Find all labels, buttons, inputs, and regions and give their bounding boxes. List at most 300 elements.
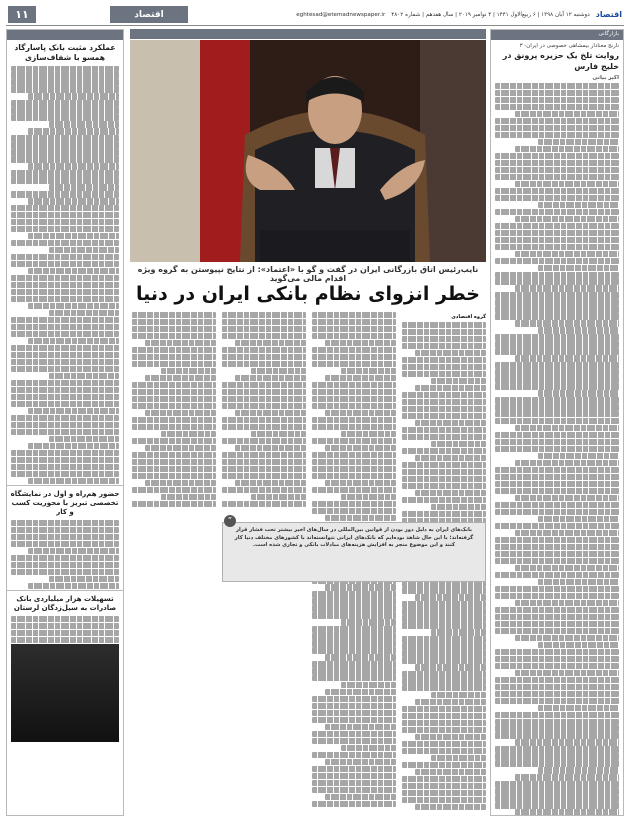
text-line (495, 258, 619, 264)
text-line (312, 326, 396, 332)
text-line (11, 415, 119, 421)
left-article-body-1 (7, 66, 123, 484)
text-line (235, 375, 306, 381)
text-line (495, 223, 619, 229)
text-line (312, 773, 396, 779)
text-line (495, 572, 619, 578)
text-line (11, 331, 119, 337)
text-line (132, 452, 216, 458)
text-line (515, 285, 619, 291)
text-line (11, 352, 119, 358)
text-line (495, 369, 619, 375)
text-line (222, 438, 306, 444)
text-line (495, 691, 619, 697)
masthead-meta (193, 6, 622, 23)
text-line (515, 530, 619, 536)
text-line (11, 387, 119, 393)
interviewee-photo-illustration (130, 40, 486, 262)
text-line (402, 434, 486, 440)
text-line (402, 657, 486, 663)
text-line (515, 600, 619, 606)
text-line (312, 438, 396, 444)
text-line (49, 247, 119, 253)
text-line (11, 366, 119, 372)
text-line (11, 170, 119, 176)
text-line (11, 317, 119, 323)
text-line (495, 306, 619, 312)
text-line (132, 487, 216, 493)
text-line (495, 698, 619, 704)
text-line (312, 361, 396, 367)
text-line (515, 425, 619, 431)
left-section-tag (7, 30, 123, 40)
text-line (495, 195, 619, 201)
text-line (495, 621, 619, 627)
text-line (402, 713, 486, 719)
text-line (11, 86, 119, 92)
highlight-box-text: بانک‌های ایران به دلیل دور بودن از قوانین بین‌المللی در سال‌های اخیر بیشتر تحت فشار قرار گرفته‌اند؛ با این حال شاهد بوده‌ایم که بانک‌های ایرانی نتوانسته‌اند با کشورهای مختلف دنیا کار کنند و این موضوع منجر به افزایش هزینه‌های مبادلات بانکی و تجاری شده است. (234, 527, 474, 549)
text-line (11, 114, 119, 120)
text-line (495, 586, 619, 592)
text-line (11, 254, 119, 260)
text-line (538, 265, 619, 271)
text-line (402, 615, 486, 621)
text-line (222, 347, 306, 353)
left-column-news (6, 29, 124, 816)
text-line (402, 587, 486, 593)
text-line (495, 174, 619, 180)
left-portrait-photo (11, 644, 119, 742)
right-article-author: اکبر بیاتی (592, 74, 619, 81)
text-line (312, 633, 396, 639)
newspaper-logo: اقتصاد (595, 10, 622, 19)
text-line (11, 240, 119, 246)
text-line (495, 781, 619, 787)
text-line (312, 396, 396, 402)
text-line (415, 804, 486, 810)
text-line (11, 149, 119, 155)
text-line (28, 548, 119, 554)
text-line (312, 696, 396, 702)
text-line (515, 251, 619, 257)
text-line (495, 132, 619, 138)
text-line (415, 350, 486, 356)
text-line (402, 797, 486, 803)
text-line (495, 153, 619, 159)
text-line (312, 312, 396, 318)
text-line (325, 584, 396, 590)
text-line (132, 501, 216, 507)
text-line (145, 340, 216, 346)
text-line (28, 268, 119, 274)
text-line (312, 382, 396, 388)
text-line (312, 487, 396, 493)
text-line (28, 233, 119, 239)
interview-photo (130, 40, 486, 262)
text-line (11, 296, 119, 302)
center-section-tag (130, 29, 486, 39)
text-line (402, 706, 486, 712)
text-line (402, 511, 486, 517)
text-line (402, 671, 486, 677)
text-line (312, 626, 396, 632)
text-line (132, 424, 216, 430)
text-line (161, 494, 216, 500)
text-line (312, 703, 396, 709)
text-line (28, 408, 119, 414)
text-line (145, 445, 216, 451)
text-line (495, 160, 619, 166)
text-line (495, 383, 619, 389)
text-line (11, 429, 119, 435)
text-line (11, 527, 119, 533)
text-line (222, 501, 306, 507)
text-line (402, 476, 486, 482)
text-line (145, 375, 216, 381)
text-line (11, 471, 119, 477)
text-line (538, 453, 619, 459)
text-line (11, 380, 119, 386)
text-line (402, 343, 486, 349)
text-line (495, 551, 619, 557)
text-line (495, 404, 619, 410)
text-line (49, 121, 119, 127)
text-line (402, 462, 486, 468)
text-line (312, 612, 396, 618)
text-line (495, 299, 619, 305)
text-line (402, 413, 486, 419)
text-line (515, 320, 619, 326)
text-line (495, 278, 619, 284)
text-line (312, 501, 396, 507)
right-section-tag: بازارگانی (491, 30, 623, 40)
text-line (132, 319, 216, 325)
text-line (495, 502, 619, 508)
text-line (431, 441, 486, 447)
text-line (325, 445, 396, 451)
text-line (132, 459, 216, 465)
text-line (28, 338, 119, 344)
text-line (402, 783, 486, 789)
text-line (312, 731, 396, 737)
text-line (132, 466, 216, 472)
text-line (538, 390, 619, 396)
text-line (11, 205, 119, 211)
text-line (235, 410, 306, 416)
text-line (495, 607, 619, 613)
text-line (312, 354, 396, 360)
text-line (235, 480, 306, 486)
text-line (222, 312, 306, 318)
text-line (431, 755, 486, 761)
text-line (132, 361, 216, 367)
text-line (402, 727, 486, 733)
email-address[interactable]: eghtesad@etemadnewspaper.ir (296, 11, 386, 18)
text-line (49, 310, 119, 316)
text-line (28, 478, 119, 484)
text-line (515, 216, 619, 222)
text-line (161, 368, 216, 374)
text-line (495, 558, 619, 564)
text-line (495, 537, 619, 543)
text-line (402, 399, 486, 405)
quote-icon: ” (224, 515, 236, 527)
text-line (402, 322, 486, 328)
text-line (495, 753, 619, 759)
text-line (415, 734, 486, 740)
text-line (132, 438, 216, 444)
text-line (341, 682, 396, 688)
text-line (312, 675, 396, 681)
text-line (402, 678, 486, 684)
highlight-box (222, 516, 486, 582)
text-line (495, 481, 619, 487)
text-line (431, 692, 486, 698)
text-line (161, 431, 216, 437)
text-line (495, 795, 619, 801)
text-line (402, 336, 486, 342)
text-line (402, 448, 486, 454)
article-col-4-body (132, 312, 216, 507)
text-line (402, 406, 486, 412)
text-line (28, 303, 119, 309)
text-line (49, 576, 119, 582)
text-line (11, 212, 119, 218)
text-line (402, 790, 486, 796)
text-line (402, 622, 486, 628)
text-line (495, 746, 619, 752)
text-line (495, 614, 619, 620)
text-line (495, 292, 619, 298)
text-line (312, 347, 396, 353)
text-line (312, 459, 396, 465)
right-article-kicker: نارنج معنادار بیمشاهی خصوصی در ایران- ۳ (519, 43, 619, 49)
text-line (402, 483, 486, 489)
text-line (495, 313, 619, 319)
text-line (312, 403, 396, 409)
text-line (312, 424, 396, 430)
text-line (515, 460, 619, 466)
text-line (341, 431, 396, 437)
text-line (251, 368, 306, 374)
text-line (341, 494, 396, 500)
text-line (11, 135, 119, 141)
text-line (402, 364, 486, 370)
text-line (495, 83, 619, 89)
text-line (402, 608, 486, 614)
text-line (415, 594, 486, 600)
text-line (495, 446, 619, 452)
text-line (341, 368, 396, 374)
right-article-title: روایت تلخ یک حزیره پرونق در خلیج فارس (502, 51, 619, 71)
text-line (538, 642, 619, 648)
text-line (11, 562, 119, 568)
text-line (538, 327, 619, 333)
text-line (495, 334, 619, 340)
text-line (312, 801, 396, 807)
text-line (402, 643, 486, 649)
text-line (431, 629, 486, 635)
text-line (11, 345, 119, 351)
text-line (495, 230, 619, 236)
text-line (415, 455, 486, 461)
text-line (11, 177, 119, 183)
text-line (11, 289, 119, 295)
text-line (11, 261, 119, 267)
text-line (325, 375, 396, 381)
text-line (11, 534, 119, 540)
text-line (222, 403, 306, 409)
text-line (222, 487, 306, 493)
text-line (312, 333, 396, 339)
text-line (402, 685, 486, 691)
issue-date-line: دوشنبه ۱۲ آبان ۱۳۹۸ | ۶ ربیع‌الاول ۱۴۴۱ | ۴ نوامبر ۲۰۱۹ | سال هفدهم | شماره ۴۸۰۲ (391, 11, 590, 18)
text-line (11, 394, 119, 400)
text-line (515, 809, 619, 815)
text-line (11, 450, 119, 456)
text-line (312, 787, 396, 793)
text-line (312, 473, 396, 479)
text-line (431, 378, 486, 384)
text-line (325, 654, 396, 660)
text-line (132, 403, 216, 409)
text-line (28, 583, 119, 589)
text-line (325, 480, 396, 486)
text-line (415, 420, 486, 426)
text-line (11, 637, 119, 643)
text-line (495, 488, 619, 494)
text-line (495, 788, 619, 794)
text-line (495, 593, 619, 599)
text-line (515, 565, 619, 571)
article-col-3-body (222, 312, 306, 507)
text-line (325, 410, 396, 416)
text-line (222, 326, 306, 332)
text-line (312, 752, 396, 758)
text-line (495, 348, 619, 354)
text-line (495, 167, 619, 173)
page-number: ۱۱ (8, 6, 36, 23)
text-line (312, 640, 396, 646)
photo-caption: نایب‌رئیس اتاق بازرگانی ایران در گفت و گو با «اعتماد»: از نتایج نپیوستن به گروه ویژه اقدام مالی می‌گوید (137, 265, 479, 283)
text-line (495, 474, 619, 480)
text-line (11, 464, 119, 470)
text-line (28, 198, 119, 204)
text-line (49, 436, 119, 442)
text-line (402, 650, 486, 656)
text-line (251, 494, 306, 500)
top-bar (8, 6, 622, 23)
text-line (515, 495, 619, 501)
text-line (312, 605, 396, 611)
text-line (325, 515, 396, 521)
text-line (325, 340, 396, 346)
text-line (11, 226, 119, 232)
text-line (132, 417, 216, 423)
main-headline: خطر انزوای نظام بانکی ایران در دنیا (136, 283, 480, 305)
text-line (402, 469, 486, 475)
text-line (11, 107, 119, 113)
text-line (402, 392, 486, 398)
text-line (222, 361, 306, 367)
text-line (11, 219, 119, 225)
text-line (538, 579, 619, 585)
text-line (312, 466, 396, 472)
text-line (28, 163, 119, 169)
text-line (312, 591, 396, 597)
text-line (11, 541, 119, 547)
text-line (431, 504, 486, 510)
text-line (495, 656, 619, 662)
text-line (495, 272, 619, 278)
text-line (49, 373, 119, 379)
text-line (145, 480, 216, 486)
text-line (11, 324, 119, 330)
text-line (312, 598, 396, 604)
text-line (495, 732, 619, 738)
text-line (495, 523, 619, 529)
text-line (222, 417, 306, 423)
text-line (495, 684, 619, 690)
text-line (11, 100, 119, 106)
text-line (222, 424, 306, 430)
text-line (495, 663, 619, 669)
text-line (222, 473, 306, 479)
text-line (11, 623, 119, 629)
text-line (538, 705, 619, 711)
text-line (222, 354, 306, 360)
text-line (222, 466, 306, 472)
text-line (495, 237, 619, 243)
text-line (11, 630, 119, 636)
text-line (495, 677, 619, 683)
text-line (515, 670, 619, 676)
text-line (402, 762, 486, 768)
text-line (132, 312, 216, 318)
text-line (312, 710, 396, 716)
text-line (11, 359, 119, 365)
text-line (402, 427, 486, 433)
text-line (495, 118, 619, 124)
text-line (132, 333, 216, 339)
right-column-article (490, 29, 624, 816)
text-line (222, 396, 306, 402)
text-line (312, 389, 396, 395)
text-line (11, 66, 119, 72)
header-divider (6, 25, 624, 26)
article-col-4 (132, 312, 216, 816)
article-byline: گروه اقتصادی (451, 314, 486, 320)
text-line (11, 79, 119, 85)
text-line (415, 490, 486, 496)
text-line (325, 724, 396, 730)
text-line (11, 555, 119, 561)
text-line (495, 418, 619, 424)
text-line (235, 445, 306, 451)
text-line (11, 457, 119, 463)
text-line (415, 385, 486, 391)
text-line (325, 794, 396, 800)
text-line (538, 767, 619, 773)
text-line (495, 244, 619, 250)
text-line (495, 125, 619, 131)
text-line (312, 508, 396, 514)
text-line (11, 72, 119, 78)
text-line (495, 362, 619, 368)
text-line (325, 759, 396, 765)
text-line (402, 748, 486, 754)
text-line (11, 401, 119, 407)
